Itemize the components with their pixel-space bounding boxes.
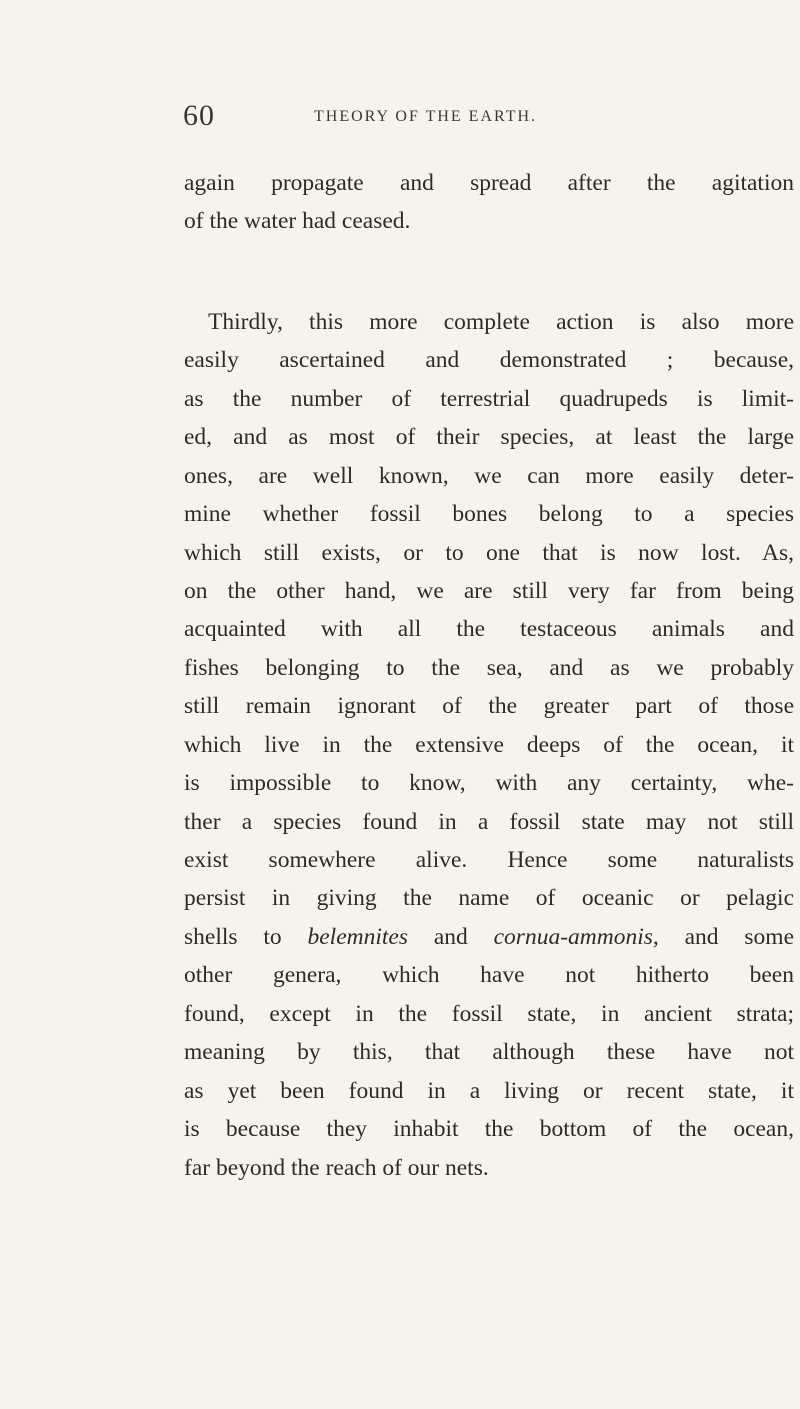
text-line: is impossible to know, with any certainty, whe- bbox=[184, 770, 794, 797]
text-line: acquainted with all the testaceous animals and bbox=[184, 616, 794, 643]
text-run: and some bbox=[658, 923, 794, 950]
text-line: as yet been found in a living or recent state, it bbox=[184, 1077, 794, 1104]
text-line: easily ascertained and demonstrated ; because, bbox=[184, 347, 794, 374]
text-line: on the other hand, we are still very far from being bbox=[184, 577, 794, 604]
text-line: still remain ignorant of the greater part of those bbox=[184, 693, 794, 720]
text-line: again propagate and spread after the agitation bbox=[184, 170, 794, 196]
text-line: ther a species found in a fossil state may not still bbox=[184, 808, 794, 835]
text-line: meaning by this, that although these have not bbox=[184, 1039, 794, 1066]
text-line: as the number of terrestrial quadrupeds is limit- bbox=[184, 385, 794, 412]
text-line: which still exists, or to one that is now lost. As, bbox=[184, 539, 794, 566]
text-line: is because they inhabit the bottom of the ocean, bbox=[184, 1116, 794, 1143]
text-line: other genera, which have not hitherto been bbox=[184, 962, 794, 989]
text-line: exist somewhere alive. Hence some naturalists bbox=[184, 847, 794, 873]
text-line: persist in giving the name of oceanic or pelagic bbox=[184, 885, 794, 912]
text-line: of the water had ceased. bbox=[184, 208, 411, 235]
text-line: Thirdly, this more complete action is also more bbox=[208, 308, 794, 335]
italic-term-belemnites: belemnites bbox=[307, 923, 408, 950]
page-header bbox=[183, 96, 643, 136]
text-line: mine whether fossil bones belong to a species bbox=[184, 501, 794, 528]
paragraph-1 bbox=[184, 164, 794, 241]
text-line: ones, are well known, we can more easily deter- bbox=[184, 462, 794, 489]
running-title: THEORY OF THE EARTH. bbox=[314, 108, 538, 125]
text-line: fishes belonging to the sea, and as we probably bbox=[184, 654, 794, 681]
text-line: ed, and as most of their species, at least the large bbox=[184, 424, 794, 451]
italic-term-cornua-ammonis: cornua-ammonis, bbox=[493, 923, 659, 950]
page-number: 60 bbox=[183, 99, 215, 132]
text-line: found, except in the fossil state, in ancient strata; bbox=[184, 1000, 794, 1027]
text-line: far beyond the reach of our nets. bbox=[184, 1154, 489, 1181]
body-text bbox=[184, 164, 794, 1187]
text-run: shells to bbox=[184, 923, 308, 950]
text-line: which live in the extensive deeps of the ocean, it bbox=[184, 731, 794, 758]
text-line bbox=[184, 918, 794, 956]
text-run: and bbox=[408, 923, 494, 950]
paragraph-2 bbox=[184, 303, 794, 1187]
